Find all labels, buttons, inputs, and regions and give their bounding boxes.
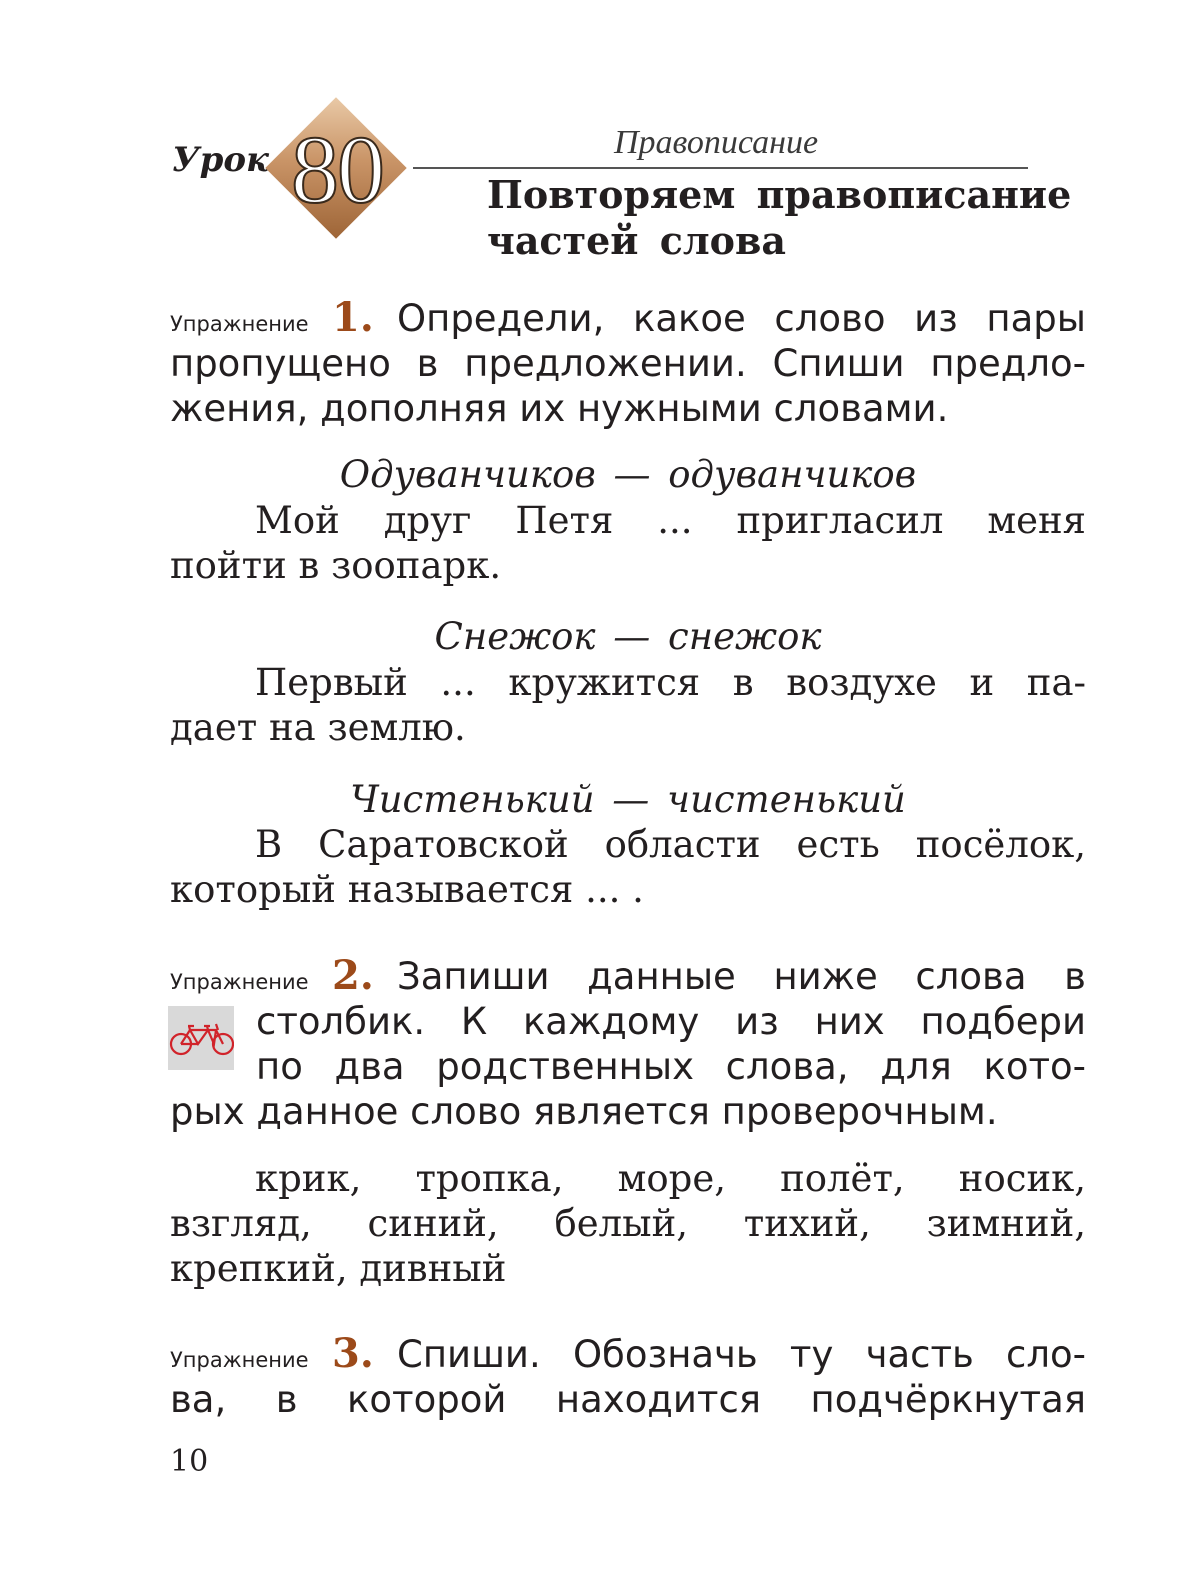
exercise-2-task-line: по два родственных слова, для кото- — [256, 1045, 1086, 1088]
exercise-2-task-line: рых данное слово является проверочным. — [170, 1090, 998, 1133]
exercise-3-number: 3. — [332, 1330, 374, 1377]
sentence-line: который называется ... . — [170, 868, 644, 911]
tandem-bicycle-icon — [168, 1006, 234, 1070]
page-number: 10 — [170, 1444, 209, 1479]
lesson-number: 80 — [291, 116, 383, 223]
exercise-1-number: 1. — [332, 294, 374, 341]
word-list-line: крик, тропка, море, полёт, носик, — [255, 1157, 1086, 1200]
lesson-title — [487, 172, 1087, 264]
word-pair: Чистенький — чистенький — [350, 778, 906, 821]
exercise-2-task-line: столбик. К каждому из них подбери — [256, 1000, 1086, 1043]
exercise-3-task-line: Спиши. Обозначь ту часть сло- — [397, 1333, 1086, 1376]
word-list-line: взгляд, синий, белый, тихий, зимний, — [170, 1202, 1086, 1245]
word-list-line: крепкий, дивный — [170, 1247, 507, 1290]
exercise-3-label: Упражнение — [170, 1348, 309, 1372]
exercise-1-label: Упражнение — [170, 312, 309, 336]
exercise-1-task-line: жения, дополняя их нужными словами. — [170, 387, 949, 430]
sentence-line: В Саратовской области есть посёлок, — [255, 823, 1086, 866]
sentence-line: Первый ... кружится в воздухе и па- — [255, 661, 1086, 704]
lesson-title-line-1: Повторяем правописание — [487, 172, 1072, 217]
exercise-3-task-line: ва, в которой находится подчёркнутая — [170, 1378, 1086, 1421]
sentence-line: дает на землю. — [170, 706, 466, 749]
word-pair: Снежок — снежок — [434, 615, 822, 658]
exercise-2-number: 2. — [332, 952, 374, 999]
exercise-2-task-line: Запиши данные ниже слова в — [397, 955, 1086, 998]
lesson-word: Урок — [172, 140, 270, 180]
sentence-line: пойти в зоопарк. — [170, 544, 502, 587]
word-pair: Одуванчиков — одуванчиков — [339, 453, 917, 496]
lesson-title-line-2: частей слова — [487, 218, 787, 263]
section-label: Правописание — [614, 124, 819, 161]
exercise-2-label: Упражнение — [170, 970, 309, 994]
exercise-1-task-line: пропущено в предложении. Спиши предло- — [170, 342, 1086, 385]
header-divider — [413, 167, 1028, 169]
sentence-line: Мой друг Петя ... пригласил меня — [255, 499, 1086, 542]
exercise-1-task-line: Определи, какое слово из пары — [397, 297, 1086, 340]
